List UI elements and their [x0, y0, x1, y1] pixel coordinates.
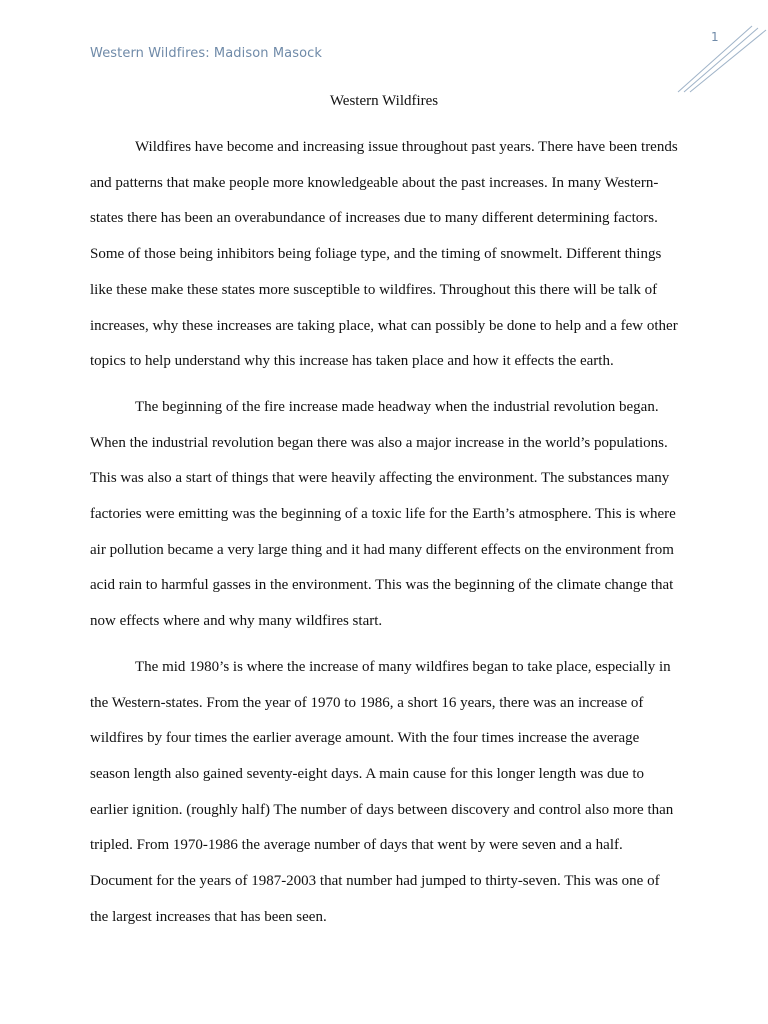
page-number: 1 — [711, 30, 719, 44]
paragraph-3: The mid 1980’s is where the increase of many wildfires began to take place, especially in the Western-states. From the year of 1970 to 1986, a short 16 years, there was an increase of wildfires by four times the earlier average amount. With the four times increase the average season length also gained seventy-eight days. A main cause for this longer length was due to earlier ignition. (roughly half) The number of days between discovery and control also more than tripled. From 1970-1986 the average number of days that went by were seven and a half. Document for the years of 1987-2003 that number had jumped to thirty-seven. This was one of the largest increases that has been seen. — [90, 658, 674, 925]
document-body — [90, 130, 680, 935]
paragraph-1: Wildfires have become and increasing issue throughout past years. There have been trends and patterns that make people more knowledgeable about the past increases. In many Western-states there has been an overabundance of increases due to many different determining factors. Some of those being inhibitors being foliage type, and the timing of snowmelt. Different things like these make these states more susceptible to wildfires. Throughout this there will be talk of increases, why these increases are taking place, what can possibly be done to help and a few other topics to help understand why this increase has taken place and how it effects the earth. — [90, 139, 678, 370]
corner-decoration-lines — [670, 22, 768, 100]
paragraph-2: The beginning of the fire increase made headway when the industrial revolution began. When the industrial revolution began there was also a major increase in the world’s populations. This was also a start of things that were heavily affecting the environment. The substances many factories were emitting was the beginning of a toxic life for the Earth’s atmosphere. This is where air pollution became a very large thing and it had many different effects on the environment from acid rain to harmful gasses in the environment. This was the beginning of the climate change that now effects where and why many wildfires start. — [90, 398, 676, 630]
running-header-title: Western Wildfires: Madison Masock — [90, 46, 323, 61]
document-title: Western Wildfires — [329, 93, 439, 109]
